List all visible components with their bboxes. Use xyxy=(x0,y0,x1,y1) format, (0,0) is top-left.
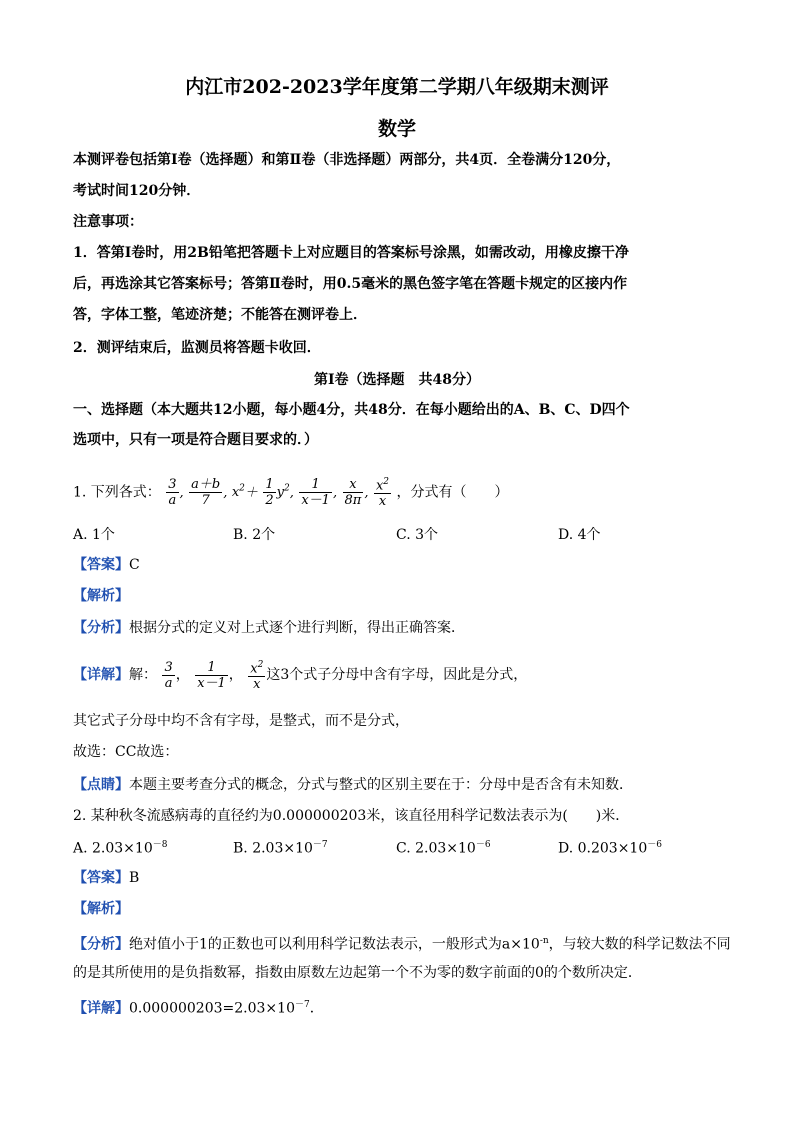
q1-option-c: C. 3个 xyxy=(396,527,439,543)
section-header-a: 一、选择题（本大题共12小题，每小题4分，共48分．在每小题给出的A、B、C、D四个 xyxy=(73,402,630,418)
q2-option-d: D. $0.203\times 10^{-6}$ xyxy=(558,840,662,857)
question-1-suffix: ，分式有（ ） xyxy=(396,484,509,501)
q2-fenxi: 【分析】绝对值小于1的正数也可以利用科学记数法表示，一般形式为$a\times 10^{-n}$，与较大数的科学记数法不同 xyxy=(73,936,731,953)
notice-title: 注意事项： xyxy=(73,214,143,230)
fraction-x-squared-over-x: $\frac{x^2}{x}$ xyxy=(375,477,390,510)
q1-analysis-tag: 【解析】 xyxy=(73,588,129,604)
fraction-3-over-a: $\frac{3}{a}$ xyxy=(168,476,177,508)
intro-line-2: 考试时间120分钟． xyxy=(73,183,201,199)
q2-detail: 【详解】$0.000000203=2.03\times 10^{-7}$． xyxy=(73,1000,324,1017)
note-1-b: 后，再选涂其它答案标号；答第Ⅱ卷时，用0.5毫米的黑色签字笔在答题卡规定的区接内作 xyxy=(73,276,628,292)
q1-option-b: B. 2个 xyxy=(233,527,276,543)
q2-analysis-tag: 【解析】 xyxy=(73,901,129,917)
fraction-x-over-8pi: $\frac{x}{8\pi}$ xyxy=(344,476,362,508)
term-x-squared: $x^2$ xyxy=(231,484,245,501)
q2-fenxi-2: 的是其所使用的是负指数幂，指数由原数左边起第一个不为零的数字前面的0的个数所决定． xyxy=(73,965,642,981)
question-2: 2. 某种秋冬流感病毒的直径约为0.000000203米，该直径用科学记数法表示为( )米． xyxy=(73,808,630,824)
part1-title: 第Ⅰ卷（选择题 共48分） xyxy=(313,372,481,388)
fraction-1-over-x-minus-1: $\frac{1}{x-1}$ xyxy=(301,476,330,508)
exam-title: 内江市202-2023学年度第二学期八年级期末测评 xyxy=(185,76,609,98)
question-1: 1. 下列各式： $\frac{3}{a}$ , $\frac{a+b}{7}$ , $x^2+$ $\frac{1}{2}$ $y^2$, $\frac{1}{x-1}$ , $\frac{x}{8\pi}$ , $\frac{x^2}{x}$ ，分式有（ ） xyxy=(73,476,509,510)
detail-fraction-x-squared-over-x: $\frac{x^2}{x}$ xyxy=(250,659,264,693)
q1-detail-2: 其它式子分母中均不含有字母，是整式，而不是分式， xyxy=(73,713,409,729)
q2-option-a: A. $2.03\times 10^{-8}$ xyxy=(73,840,168,857)
q1-point: 【点睛】本题主要考查分式的概念，分式与整式的区别主要在于：分母中是否含有未知数． xyxy=(73,777,633,793)
q1-option-d: D. 4个 xyxy=(558,527,601,543)
note-2: 2．测评结束后，监测员将答题卡收回． xyxy=(73,340,321,356)
fraction-1-over-2: $\frac{1}{2}$ xyxy=(265,476,274,508)
q1-answer: 【答案】C xyxy=(73,557,140,573)
section-header-b: 选项中，只有一项是符合题目要求的．） xyxy=(73,432,318,448)
detail-fraction-1-over-x-minus-1: $\frac{1}{x-1}$ xyxy=(197,659,226,691)
q2-answer: 【答案】B xyxy=(73,870,140,886)
intro-line-1: 本测评卷包括第Ⅰ卷（选择题）和第Ⅱ卷（非选择题）两部分，共4页．全卷满分120分， xyxy=(73,152,621,168)
q2-option-c: C. $2.03\times 10^{-6}$ xyxy=(396,840,491,857)
q1-fenxi: 【分析】根据分式的定义对上式逐个进行判断，得出正确答案． xyxy=(73,620,465,636)
note-1-c: 答，字体工整，笔迹济楚；不能答在测评卷上． xyxy=(73,307,367,323)
q1-detail: 【详解】解： $\frac{3}{a}$ ， $\frac{1}{x-1}$ ， $\frac{x^2}{x}$ 这3个式子分母中含有字母，因此是分式， xyxy=(73,659,528,693)
detail-fraction-3-over-a: $\frac{3}{a}$ xyxy=(164,659,173,691)
subject-title: 数学 xyxy=(377,118,416,140)
question-1-prefix: 1. 下列各式： xyxy=(73,484,161,501)
q1-detail-3: 故选：CC故选： xyxy=(73,744,179,760)
fraction-a-plus-b-over-7: $\frac{a+b}{7}$ xyxy=(191,476,221,508)
q2-option-b: B. $2.03\times 10^{-7}$ xyxy=(233,840,328,857)
note-1-a: 1．答第Ⅰ卷时，用2B铅笔把答题卡上对应题目的答案标号涂黑，如需改动，用橡皮擦干净 xyxy=(73,245,629,261)
term-y-squared: $y^2$ xyxy=(276,484,290,501)
q1-option-a: A. 1个 xyxy=(73,527,115,543)
